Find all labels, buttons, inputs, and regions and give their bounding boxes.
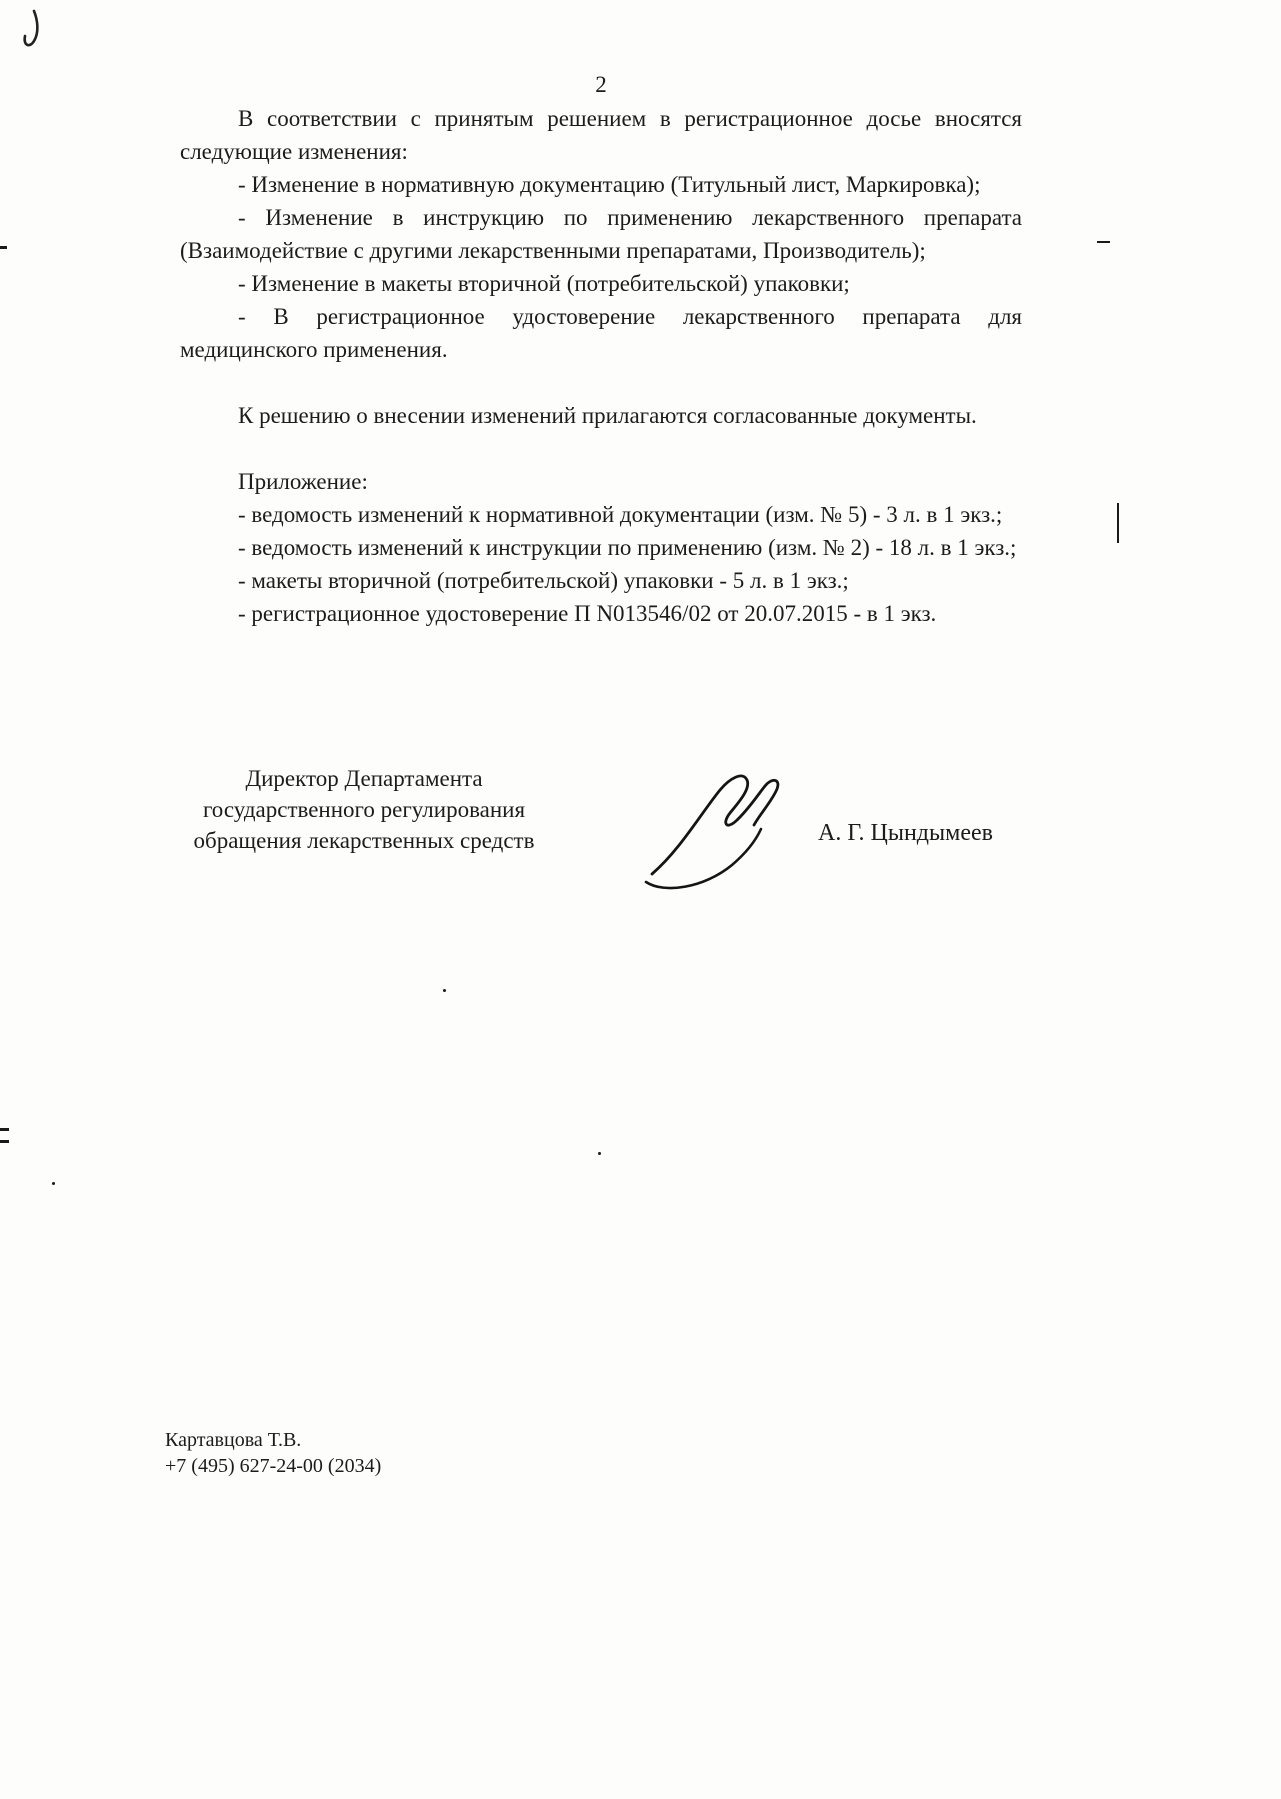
signatory-title-line-2: государственного регулирования [202,797,526,822]
attachment-item-2: - ведомость изменений к инструкции по применению (изм. № 2) - 18 л. в 1 экз.; [238,535,1017,560]
scan-artifact [52,1182,55,1185]
signatory-title-line-1: Директор Департамента [245,766,483,791]
page-number: 2 [595,72,607,97]
attachment-item-4: - регистрационное удостоверение П N013546/02 от 20.07.2015 - в 1 экз. [238,601,937,626]
scan-artifact [598,1152,601,1155]
executor-phone: +7 (495) 627-24-00 (2034) [165,1455,382,1477]
document-body [180,102,1022,630]
executor-contact [165,1427,381,1479]
attachment-item-3: - макеты вторичной (потребительской) упаковки - 5 л. в 1 экз.; [238,568,849,593]
attachment-item-1: - ведомость изменений к нормативной документации (изм. № 5) - 3 л. в 1 экз.; [238,502,1003,527]
attachments-heading: Приложение: [238,469,368,494]
handwritten-signature [642,752,798,894]
change-item-2: - Изменение в инструкцию по применению лекарственного препарата (Взаимодействие с другими лекарственными препаратами, Производитель); [180,205,1022,263]
signatory-name: А. Г. Цындымеев [818,820,993,846]
change-item-1: - Изменение в нормативную документацию (Титульный лист, Маркировка); [238,172,981,197]
change-item-4: - В регистрационное удостоверение лекарственного препарата для медицинского применения. [180,304,1022,362]
scan-artifact [0,1140,9,1143]
signatory-title [178,763,550,856]
scan-artifact [1117,503,1119,543]
signatory-title-line-3: обращения лекарственных средств [193,828,535,853]
scan-artifact [443,989,446,992]
scan-artifact [0,246,7,249]
decision-paragraph: К решению о внесении изменений прилагаются согласованные документы. [238,403,977,428]
intro-paragraph: В соответствии с принятым решением в регистрационное досье вносятся следующие изменения: [180,106,1022,164]
scan-artifact [0,1128,9,1131]
change-item-3: - Изменение в макеты вторичной (потребительской) упаковки; [238,271,850,296]
pen-mark-icon [20,8,46,50]
executor-name: Картавцова Т.В. [165,1429,302,1451]
scan-artifact [1097,241,1110,243]
